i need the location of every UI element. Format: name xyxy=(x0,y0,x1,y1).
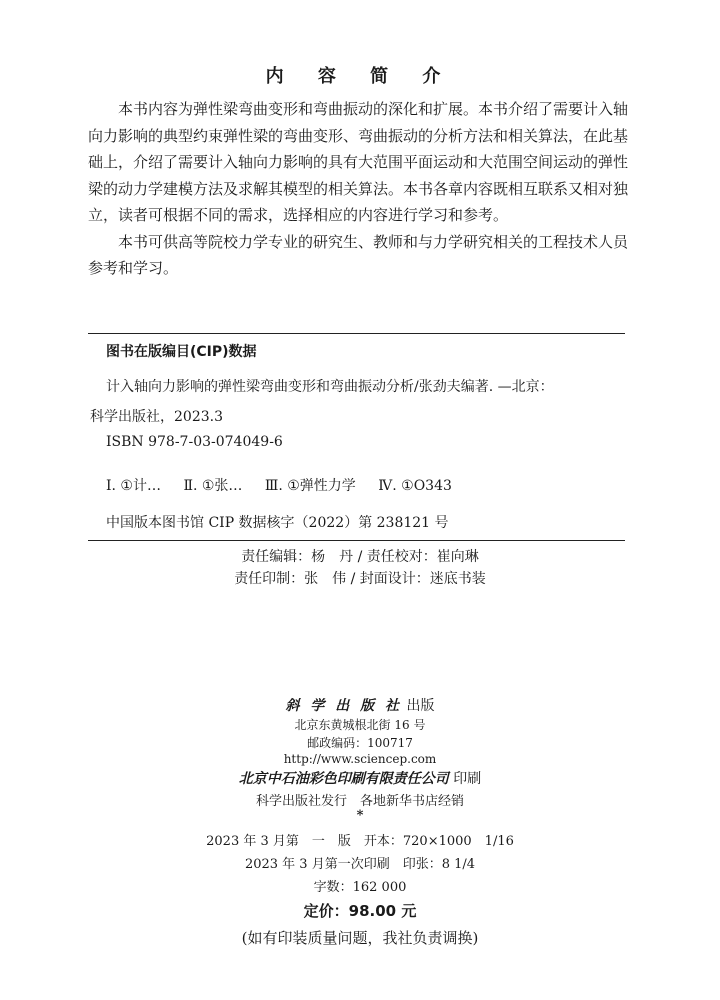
printer-line xyxy=(0,768,720,788)
cip-class-3: Ⅲ. ①弹性力学 xyxy=(264,478,356,494)
cip-record-line-2: 科学出版社，2023.3 xyxy=(90,409,223,425)
edition-info: 2023 年 3 月第 一 版 开本：720×1000 1/16 xyxy=(206,834,514,849)
cip-class-1: Ⅰ. ①计… xyxy=(106,478,161,494)
cip-verification: 中国版本图书馆 CIP 数据核字（2022）第 238121 号 xyxy=(106,515,449,531)
editors-line-2: 责任印制：张 伟 / 封面设计：迷底书装 xyxy=(234,571,486,587)
separator-asterisk: * xyxy=(356,808,364,823)
cip-top-rule xyxy=(88,333,625,334)
summary-body xyxy=(88,96,628,282)
cip-bottom-rule xyxy=(88,540,625,541)
cip-class-2: Ⅱ. ①张… xyxy=(183,478,243,494)
publisher-postcode: 邮政编码：100717 xyxy=(307,736,413,750)
quality-notice: (如有印装质量问题，我社负责调换) xyxy=(241,929,479,947)
cip-class-4: Ⅳ. ①O343 xyxy=(378,478,452,494)
distribution: 科学出版社发行 各地新华书店经销 xyxy=(255,794,464,809)
publisher-address: 北京东黄城根北街 16 号 xyxy=(294,718,426,732)
editors-line-1: 责任编辑：杨 丹 / 责任校对：崔向琳 xyxy=(241,549,479,565)
cip-heading: 图书在版编目(CIP)数据 xyxy=(106,344,257,360)
summary-title: 内 容 简 介 xyxy=(265,66,455,87)
publisher-website: http://www.sciencep.com xyxy=(283,752,437,766)
publisher-suffix: 出版 xyxy=(406,698,435,714)
cip-isbn: ISBN 978-7-03-074049-6 xyxy=(106,434,283,450)
printer-name: 北京中石油彩色印刷有限责任公司 xyxy=(238,771,449,787)
cip-classifications xyxy=(106,475,452,495)
printing-info: 2023 年 3 月第一次印刷 印张：8 1/4 xyxy=(244,857,476,872)
summary-paragraph-1: 本书内容为弹性梁弯曲变形和弯曲振动的深化和扩展。本书介绍了需要计入轴向力影响的典型约束弹性梁的弯曲变形、弯曲振动的分析方法和相关算法，在此基础上，介绍了需要计入轴向力影响的具有大范围平面运动和大范围空间运动的弹性梁的动力学建模方法及求解其模型的相关算法。本书各章内容既相互联系又相对独立，读者可根据不同的需求，选择相应的内容进行学习和参考。 xyxy=(88,100,629,224)
word-count: 字数：162 000 xyxy=(313,880,407,895)
publisher-name: 斜 学 出 版 社 xyxy=(285,698,403,714)
price: 定价：98.00 元 xyxy=(303,902,417,920)
cip-record-line-1: 计入轴向力影响的弹性梁弯曲变形和弯曲振动分析/张劲夫编著. —北京： xyxy=(106,379,554,395)
summary-paragraph-2: 本书可供高等院校力学专业的研究生、教师和与力学研究相关的工程技术人员参考和学习。 xyxy=(88,232,629,277)
printer-suffix: 印刷 xyxy=(453,771,482,787)
publisher-line xyxy=(0,695,720,715)
